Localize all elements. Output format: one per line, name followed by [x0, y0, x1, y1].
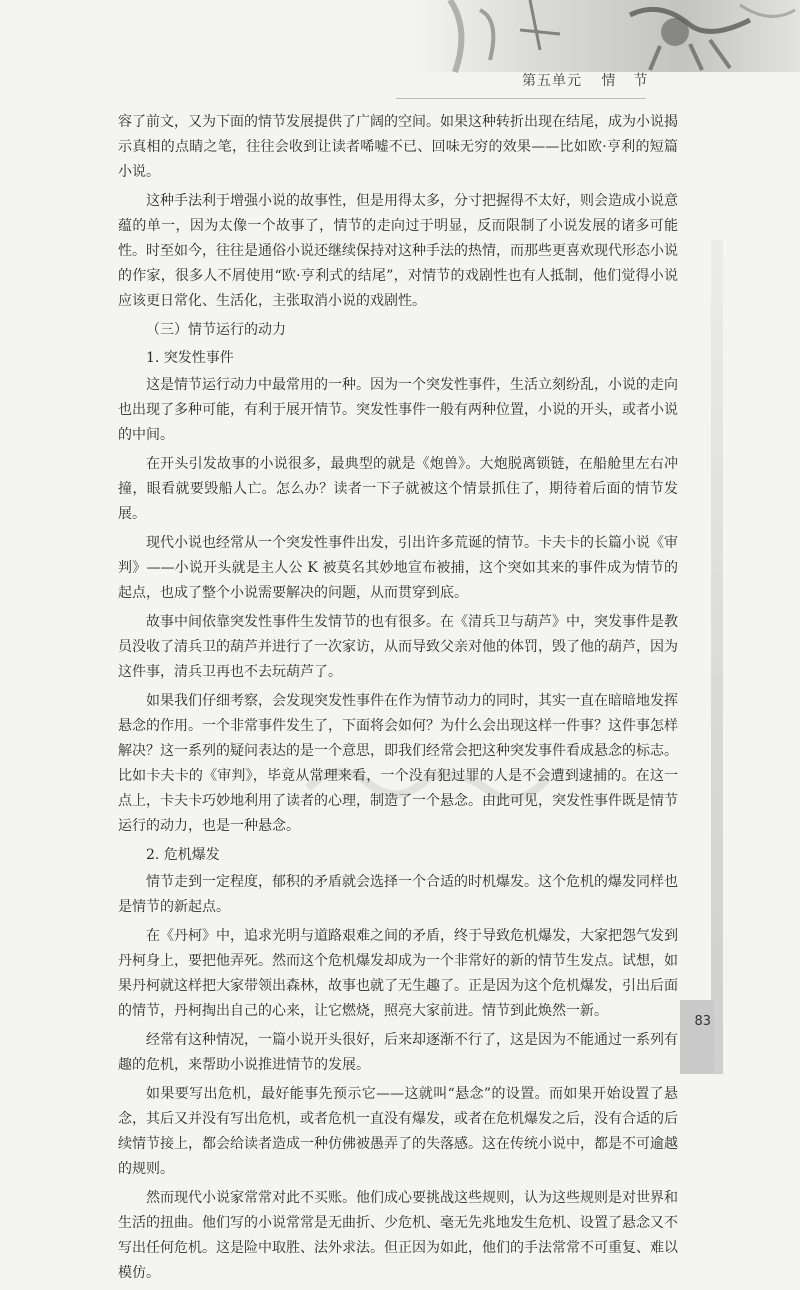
paragraph: 然而现代小说家常常对此不买账。他们成心要挑战这些规则，认为这些规则是对世界和生活的扭曲。他们写的小说常常是无曲折、少危机、毫无先兆地发生危机、设置了悬念又不写出任何危机。这是险中取胜、法外求法。但正因为如此，他们的手法常常不可重复、难以模仿。 — [118, 1190, 678, 1281]
body-text — [118, 110, 678, 1290]
margin-stripe — [711, 240, 723, 1074]
paragraph: 容了前文，又为下面的情节发展提供了广阔的空间。如果这种转折出现在结尾，成为小说揭示真相的点睛之笔，往往会收到让读者唏嘘不已、回味无穷的效果——比如欧·亨利的短篇小说。 — [118, 114, 678, 180]
paragraph: 故事中间依靠突发性事件生发情节的也有很多。在《清兵卫与葫芦》中，突发事件是教员没收了清兵卫的葫芦并进行了一次家访，从而导致父亲对他的体罚，毁了他的葫芦，因为这件事，清兵卫再也不去玩葫芦了。 — [118, 614, 678, 680]
header-ink-painting — [410, 0, 800, 72]
paragraph: 情节走到一定程度，郁积的矛盾就会选择一个合适的时机爆发。这个危机的爆发同样也是情节的新起点。 — [118, 874, 678, 915]
paragraph: 在开头引发故事的小说很多，最典型的就是《炮兽》。大炮脱离锁链，在船舱里左右冲撞，眼看就要毁船人亡。怎么办？读者一下子就被这个情景抓住了，期待着后面的情节发展。 — [118, 456, 678, 522]
paragraph: 在《丹柯》中，追求光明与道路艰难之间的矛盾，终于导致危机爆发，大家把怨气发到丹柯身上，要把他弄死。然而这个危机爆发却成为一个非常好的新的情节生发点。试想，如果丹柯就这样把大家带领出森林，故事也就了无生趣了。正是因为这个危机爆发，引出后面的情节，丹柯掏出自己的心来，让它燃烧，照亮大家前进。情节到此焕然一新。 — [118, 928, 678, 1019]
page-number: 83 — [694, 1014, 711, 1029]
subsection-heading: 1. 突发性事件 — [146, 350, 234, 366]
paragraph: 经常有这种情况，一篇小说开头很好，后来却逐渐不行了，这是因为不能通过一系列有趣的危机，来帮助小说推进情节的发展。 — [118, 1032, 678, 1073]
section-heading: （三）情节运行的动力 — [146, 322, 286, 338]
header-topic: 情节 — [601, 73, 666, 89]
ink-painting-image — [410, 0, 800, 72]
subsection-heading: 2. 危机爆发 — [146, 847, 220, 863]
paragraph: 这种手法利于增强小说的故事性，但是用得太多，分寸把握得不太好，则会造成小说意蕴的单一，因为太像一个故事了，情节的走向过于明显，反而限制了小说发展的诸多可能性。时至如今，往往是通俗小说还继续保持对这种手法的热情，而那些更喜欢现代形态小说的作家，很多人不屑使用“欧·亨利式的结尾”，对情节的戏剧性也有人抵制，他们觉得小说应该更日常化、生活化，主张取消小说的戏剧性。 — [118, 193, 678, 309]
paragraph: 如果要写出危机，最好能事先预示它——这就叫“悬念”的设置。而如果开始设置了悬念，其后又并没有写出危机，或者危机一直没有爆发，或者在危机爆发之后，没有合适的后续情节接上，都会给读者造成一种仿佛被愚弄了的失落感。这在传统小说中，都是不可逾越的规则。 — [118, 1086, 678, 1177]
paragraph: 这是情节运行动力中最常用的一种。因为一个突发性事件，生活立刻纷乱，小说的走向也出现了多种可能，有利于展开情节。突发性事件一般有两种位置，小说的开头，或者小说的中间。 — [118, 377, 678, 443]
paragraph: 如果我们仔细考察，会发现突发性事件在作为情节动力的同时，其实一直在暗暗地发挥悬念的作用。一个非常事件发生了，下面将会如何？为什么会出现这样一件事？这件事怎样解决？这一系列的疑问表达的是一个意思，即我们经常会把这种突发事件看成悬念的标志。比如卡夫卡的《审判》，毕竟从常理来看，一个没有犯过罪的人是不会遭到逮捕的。在这一点上，卡夫卡巧妙地利用了读者的心理，制造了一个悬念。由此可见，突发性事件既是情节运行的动力，也是一种悬念。 — [118, 693, 678, 834]
header-unit: 第五单元 — [522, 73, 582, 89]
header-divider — [396, 98, 646, 99]
page-number-tab — [680, 1000, 714, 1074]
paragraph: 现代小说也经常从一个突发性事件出发，引出许多荒诞的情节。卡夫卡的长篇小说《审判》——小说开头就是主人公 K 被莫名其妙地宣布被捕，这个突如其来的事件成为情节的起点，也成了整个小说需要解决的问题，从而贯穿到底。 — [118, 535, 678, 601]
running-header — [522, 70, 665, 90]
